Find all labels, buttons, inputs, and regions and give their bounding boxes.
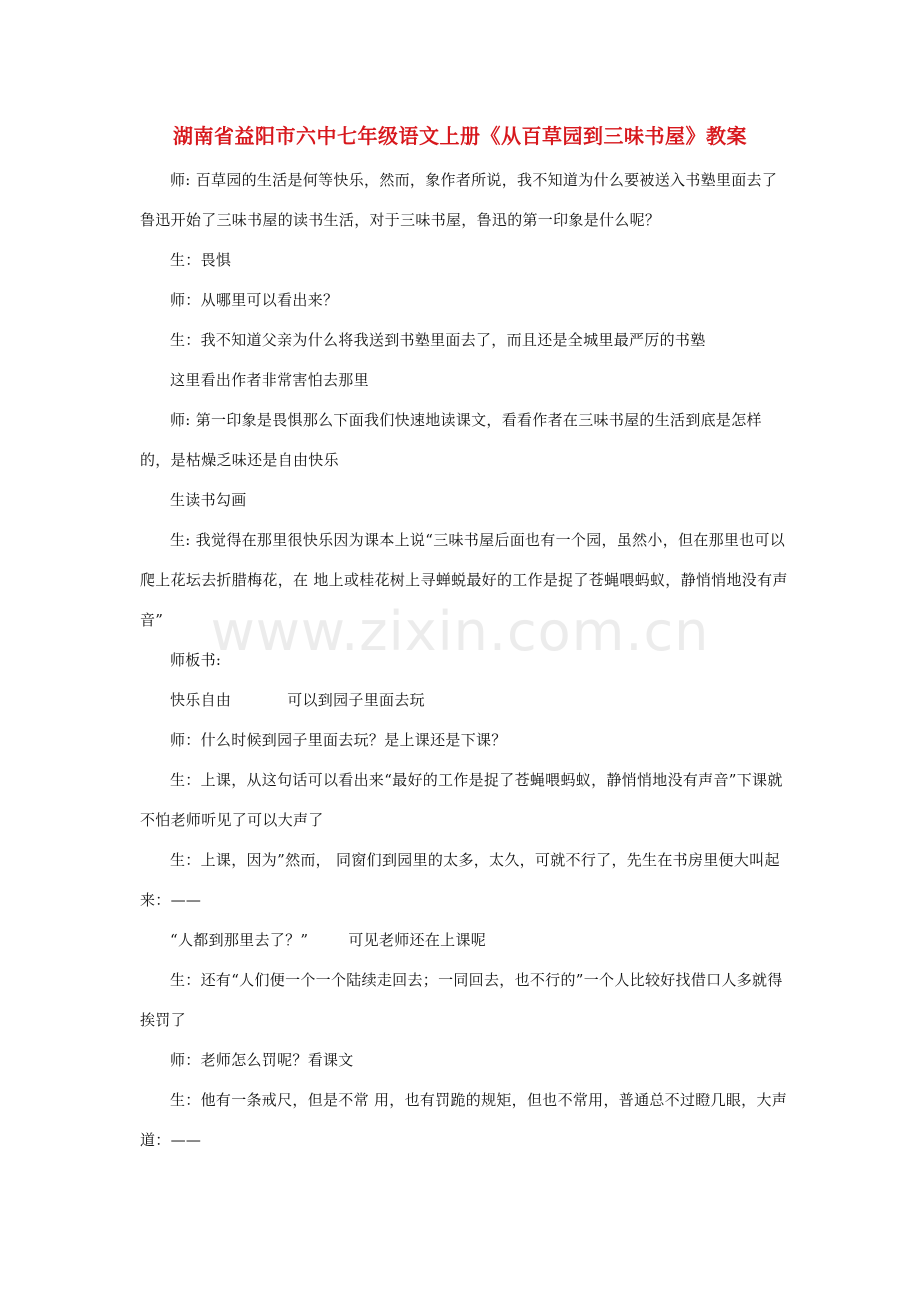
paragraph-11: 生：上课，从这句话可以看出来“最好的工作是捉了苍蝇喂蚂蚁，静悄悄地没有声音”下课就不怕老师听见了可以大声了: [140, 771, 783, 829]
document-title: 湖南省益阳市六中七年级语文上册《从百草园到三味书屋》教案: [173, 124, 747, 148]
board-right: 可以到园子里面去玩: [287, 691, 425, 709]
watermark: www.zixin.com.cn: [210, 600, 710, 663]
paragraph-14: 师：老师怎么罚呢？看课文: [170, 1051, 354, 1069]
quote-line: [140, 920, 790, 960]
paragraph-12: 生：上课，因为”然而， 同窗们到园里的太多，太久，可就不行了，先生在书房里便大叫起来：——: [140, 851, 780, 909]
paragraph-6: 师: 第一印象是畏惧那么下面我们快速地读课文，看看作者在三味书屋的生活到底是怎样的，是枯燥乏味还是自由快乐: [140, 411, 762, 469]
paragraph-1: 师: 百草园的生活是何等快乐，然而，象作者所说，我不知道为什么要被送入书塾里面去了鲁迅开始了三味书屋的读书生活，对于三味书屋，鲁迅的第一印象是什么呢？: [140, 171, 778, 229]
paragraph-9: 师板书:: [170, 651, 222, 669]
paragraph-4: 生：我不知道父亲为什么将我送到书塾里面去了，而且还是全城里最严厉的书塾: [170, 331, 706, 349]
quote-left: “人都到那里去了？”: [170, 931, 309, 949]
board-left: 快乐自由: [170, 691, 232, 709]
paragraph-3: 师：从哪里可以看出来？: [170, 291, 339, 309]
board-line: [140, 680, 790, 720]
paragraph-8: 生: 我觉得在那里很快乐因为课本上说“三味书屋后面也有一个园，虽然小，但在那里也可以爬上花坛去折腊梅花，在 地上或桂花树上寻蝉蜕最好的工作是捉了苍蝇喂蚂蚁，静悄悄地没有声音”: [140, 531, 788, 629]
paragraph-7: 生读书勾画: [170, 491, 247, 509]
quote-right: 可见老师还在上课呢: [348, 931, 487, 949]
paragraph-2: 生：畏惧: [170, 251, 232, 269]
paragraph-10: 师：什么时候到园子里面去玩？是上课还是下课？: [170, 731, 507, 749]
paragraph-5: 这里看出作者非常害怕去那里: [170, 371, 369, 389]
paragraph-13: 生：还有“人们便一个一个陆续走回去；一同回去，也不行的”一个人比较好找借口人多就得挨罚了: [140, 971, 783, 1029]
paragraph-15: 生：他有一条戒尺，但是不常 用，也有罚跪的规矩，但也不常用，普通总不过瞪几眼，大声道：——: [140, 1091, 788, 1149]
